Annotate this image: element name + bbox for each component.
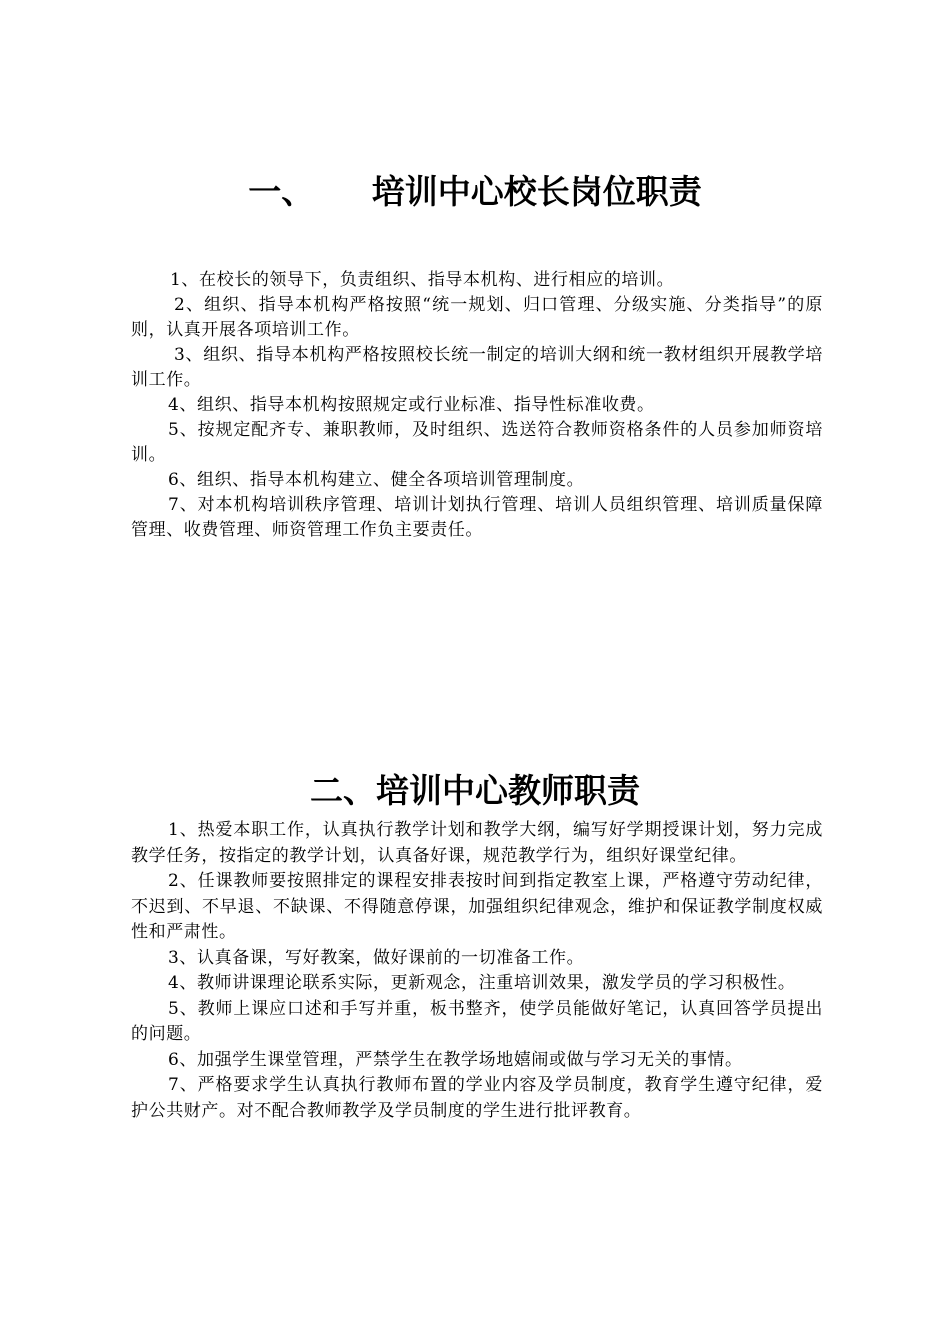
- section-2-item-2: 2、任课教师要按照排定的课程安排表按时间到指定教室上课，严格遵守劳动纪律，不迟到、不早退、不缺课、不得随意停课，加强组织纪律观念，维护和保证教学制度权威性和严肃性。: [131, 871, 823, 942]
- section-2-item-1: 1、热爱本职工作，认真执行教学计划和教学大纲，编写好学期授课计划，努力完成教学任务，按指定的教学计划，认真备好课，规范教学行为，组织好课堂纪律。: [131, 820, 823, 866]
- section-2-item-4: 4、教师讲课理论联系实际，更新观念，注重培训效果，激发学员的学习积极性。: [168, 973, 796, 993]
- section-1-title: 培训中心校长岗位职责: [371, 172, 702, 211]
- section-2-item-3: 3、认真备课，写好教案，做好课前的一切准备工作。: [168, 947, 585, 968]
- section-2-body: [131, 818, 823, 1124]
- section-1-heading: [0, 172, 950, 212]
- section-1-item-6: 6、组织、指导本机构建立、健全各项培训管理制度。: [168, 470, 585, 490]
- section-1-item-5: 5、按规定配齐专、兼职教师，及时组织、选送符合教师资格条件的人员参加师资培训。: [131, 420, 823, 465]
- section-1-number: 一、: [248, 172, 315, 211]
- section-1-body: [131, 268, 823, 543]
- section-2-item-6: 6、加强学生课堂管理，严禁学生在教学场地嬉闹或做与学习无关的事情。: [168, 1049, 743, 1070]
- section-1-item-7: 7、对本机构培训秩序管理、培训计划执行管理、培训人员组织管理、培训质量保障管理、收费管理、师资管理工作负主要责任。: [131, 495, 823, 540]
- section-1-item-3: 3、组织、指导本机构严格按照校长统一制定的培训大纲和统一教材组织开展教学培训工作。: [131, 345, 823, 390]
- section-1-item-2: 2、组织、指导本机构严格按照“统一规划、归口管理、分级实施、分类指导”的原则，认真开展各项培训工作。: [131, 295, 823, 340]
- section-1-item-4: 4、组织、指导本机构按照规定或行业标准、指导性标准收费。: [168, 395, 655, 415]
- section-1-item-1: 1、在校长的领导下，负责组织、指导本机构、进行相应的培训。: [170, 270, 675, 290]
- section-2-item-7: 7、严格要求学生认真执行教师布置的学业内容及学员制度，教育学生遵守纪律，爱护公共财产。对不配合教师教学及学员制度的学生进行批评教育。: [131, 1075, 823, 1121]
- section-2-heading: 二、培训中心教师职责: [310, 771, 640, 810]
- section-2-item-5: 5、教师上课应口述和手写并重，板书整齐，使学员能做好笔记，认真回答学员提出的问题。: [131, 998, 823, 1044]
